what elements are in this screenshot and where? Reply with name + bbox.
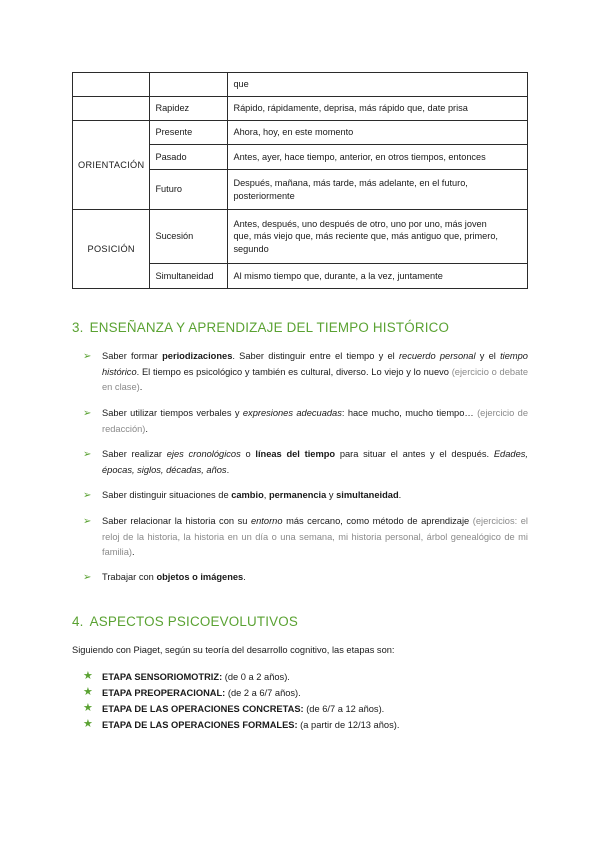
bullet-text: Saber formar periodizaciones. Saber distinguir entre el tiempo y el recuerdo personal y el tiempo histórico. El tiempo es psicológico y también es cultural, diverso. Lo viejo y lo nuevo (ejercicio o debate en clase). [102, 351, 528, 392]
table-cell: Rapidez [150, 97, 228, 121]
star-bullet-icon: ★ [83, 718, 93, 730]
bullet-text: Saber distinguir situaciones de cambio, permanencia y simultaneidad. [102, 490, 402, 500]
stage-text: ETAPA DE LAS OPERACIONES CONCRETAS: (de 6/7 a 12 años). [102, 704, 385, 714]
arrow-bullet-icon: ➢ [83, 351, 92, 362]
table-row [73, 210, 528, 264]
list-item [83, 686, 301, 700]
section-4-intro: Siguiendo con Piaget, según su teoría del desarrollo cognitivo, las etapas son: [72, 645, 395, 655]
stage-text: ETAPA SENSORIOMOTRIZ: (de 0 a 2 años). [102, 672, 290, 682]
table-cell: Simultaneidad [150, 264, 228, 289]
time-concepts-table [72, 72, 528, 289]
table-cell: que [228, 73, 528, 97]
bullet-text: Saber realizar ejes cronológicos o líneas del tiempo para situar el antes y el después. Edades, épocas, siglos, décadas, años. [102, 449, 528, 475]
arrow-bullet-icon: ➢ [83, 408, 92, 419]
table-row [73, 97, 528, 121]
arrow-bullet-icon: ➢ [83, 516, 92, 527]
section-number: 4. [72, 614, 84, 629]
section-title: ENSEÑANZA Y APRENDIZAJE DEL TIEMPO HISTÓRICO [89, 320, 450, 335]
list-item [83, 670, 290, 684]
section-number: 3. [72, 320, 84, 335]
section-4-heading [72, 614, 298, 629]
category-posicion: POSICIÓN [73, 210, 150, 289]
star-bullet-icon: ★ [83, 686, 93, 698]
arrow-bullet-icon: ➢ [83, 449, 92, 460]
list-item [83, 514, 528, 561]
list-item [83, 570, 528, 586]
list-item [83, 718, 400, 732]
section-title: ASPECTOS PSICOEVOLUTIVOS [89, 614, 299, 629]
arrow-bullet-icon: ➢ [83, 490, 92, 501]
arrow-bullet-icon: ➢ [83, 572, 92, 583]
table-cell: Presente [150, 121, 228, 145]
table-row [73, 121, 528, 145]
table-cell: Rápido, rápidamente, deprisa, más rápido que, date prisa [228, 97, 528, 121]
table-cell: Al mismo tiempo que, durante, a la vez, juntamente [228, 264, 528, 289]
star-bullet-icon: ★ [83, 670, 93, 682]
list-item [83, 702, 385, 716]
table-cell: Después, mañana, más tarde, más adelante, en el futuro, posteriormente [228, 170, 528, 210]
category-orientacion: ORIENTACIÓN [73, 121, 150, 210]
stage-text: ETAPA DE LAS OPERACIONES FORMALES: (a partir de 12/13 años). [102, 720, 400, 730]
table-row [73, 73, 528, 97]
bullet-text: Trabajar con objetos o imágenes. [102, 572, 246, 582]
table-cell: Sucesión [150, 210, 228, 264]
table-cell: Pasado [150, 145, 228, 170]
table-cell [73, 73, 150, 97]
list-item [83, 447, 528, 478]
table-cell: Futuro [150, 170, 228, 210]
table-cell: Antes, ayer, hace tiempo, anterior, en otros tiempos, entonces [228, 145, 528, 170]
list-item [83, 488, 528, 504]
list-item [83, 406, 528, 437]
bullet-text: Saber relacionar la historia con su entorno más cercano, como método de aprendizaje (ejercicios: el reloj de la historia, la historia en un día o una semana, mi historia personal, árbol genealógico de mi familia). [102, 516, 528, 557]
list-item [83, 349, 528, 396]
table-cell: Ahora, hoy, en este momento [228, 121, 528, 145]
table-cell [150, 73, 228, 97]
bullet-text: Saber utilizar tiempos verbales y expresiones adecuadas: hace mucho, mucho tiempo… (ejercicio de redacción). [102, 408, 528, 434]
table-cell [73, 97, 150, 121]
stage-text: ETAPA PREOPERACIONAL: (de 2 a 6/7 años). [102, 688, 301, 698]
star-bullet-icon: ★ [83, 702, 93, 714]
section-3-heading [72, 320, 449, 335]
table-cell: Antes, después, uno después de otro, uno por uno, más joven que, más viejo que, más reciente que, más antiguo que, primero, segundo [228, 210, 528, 264]
